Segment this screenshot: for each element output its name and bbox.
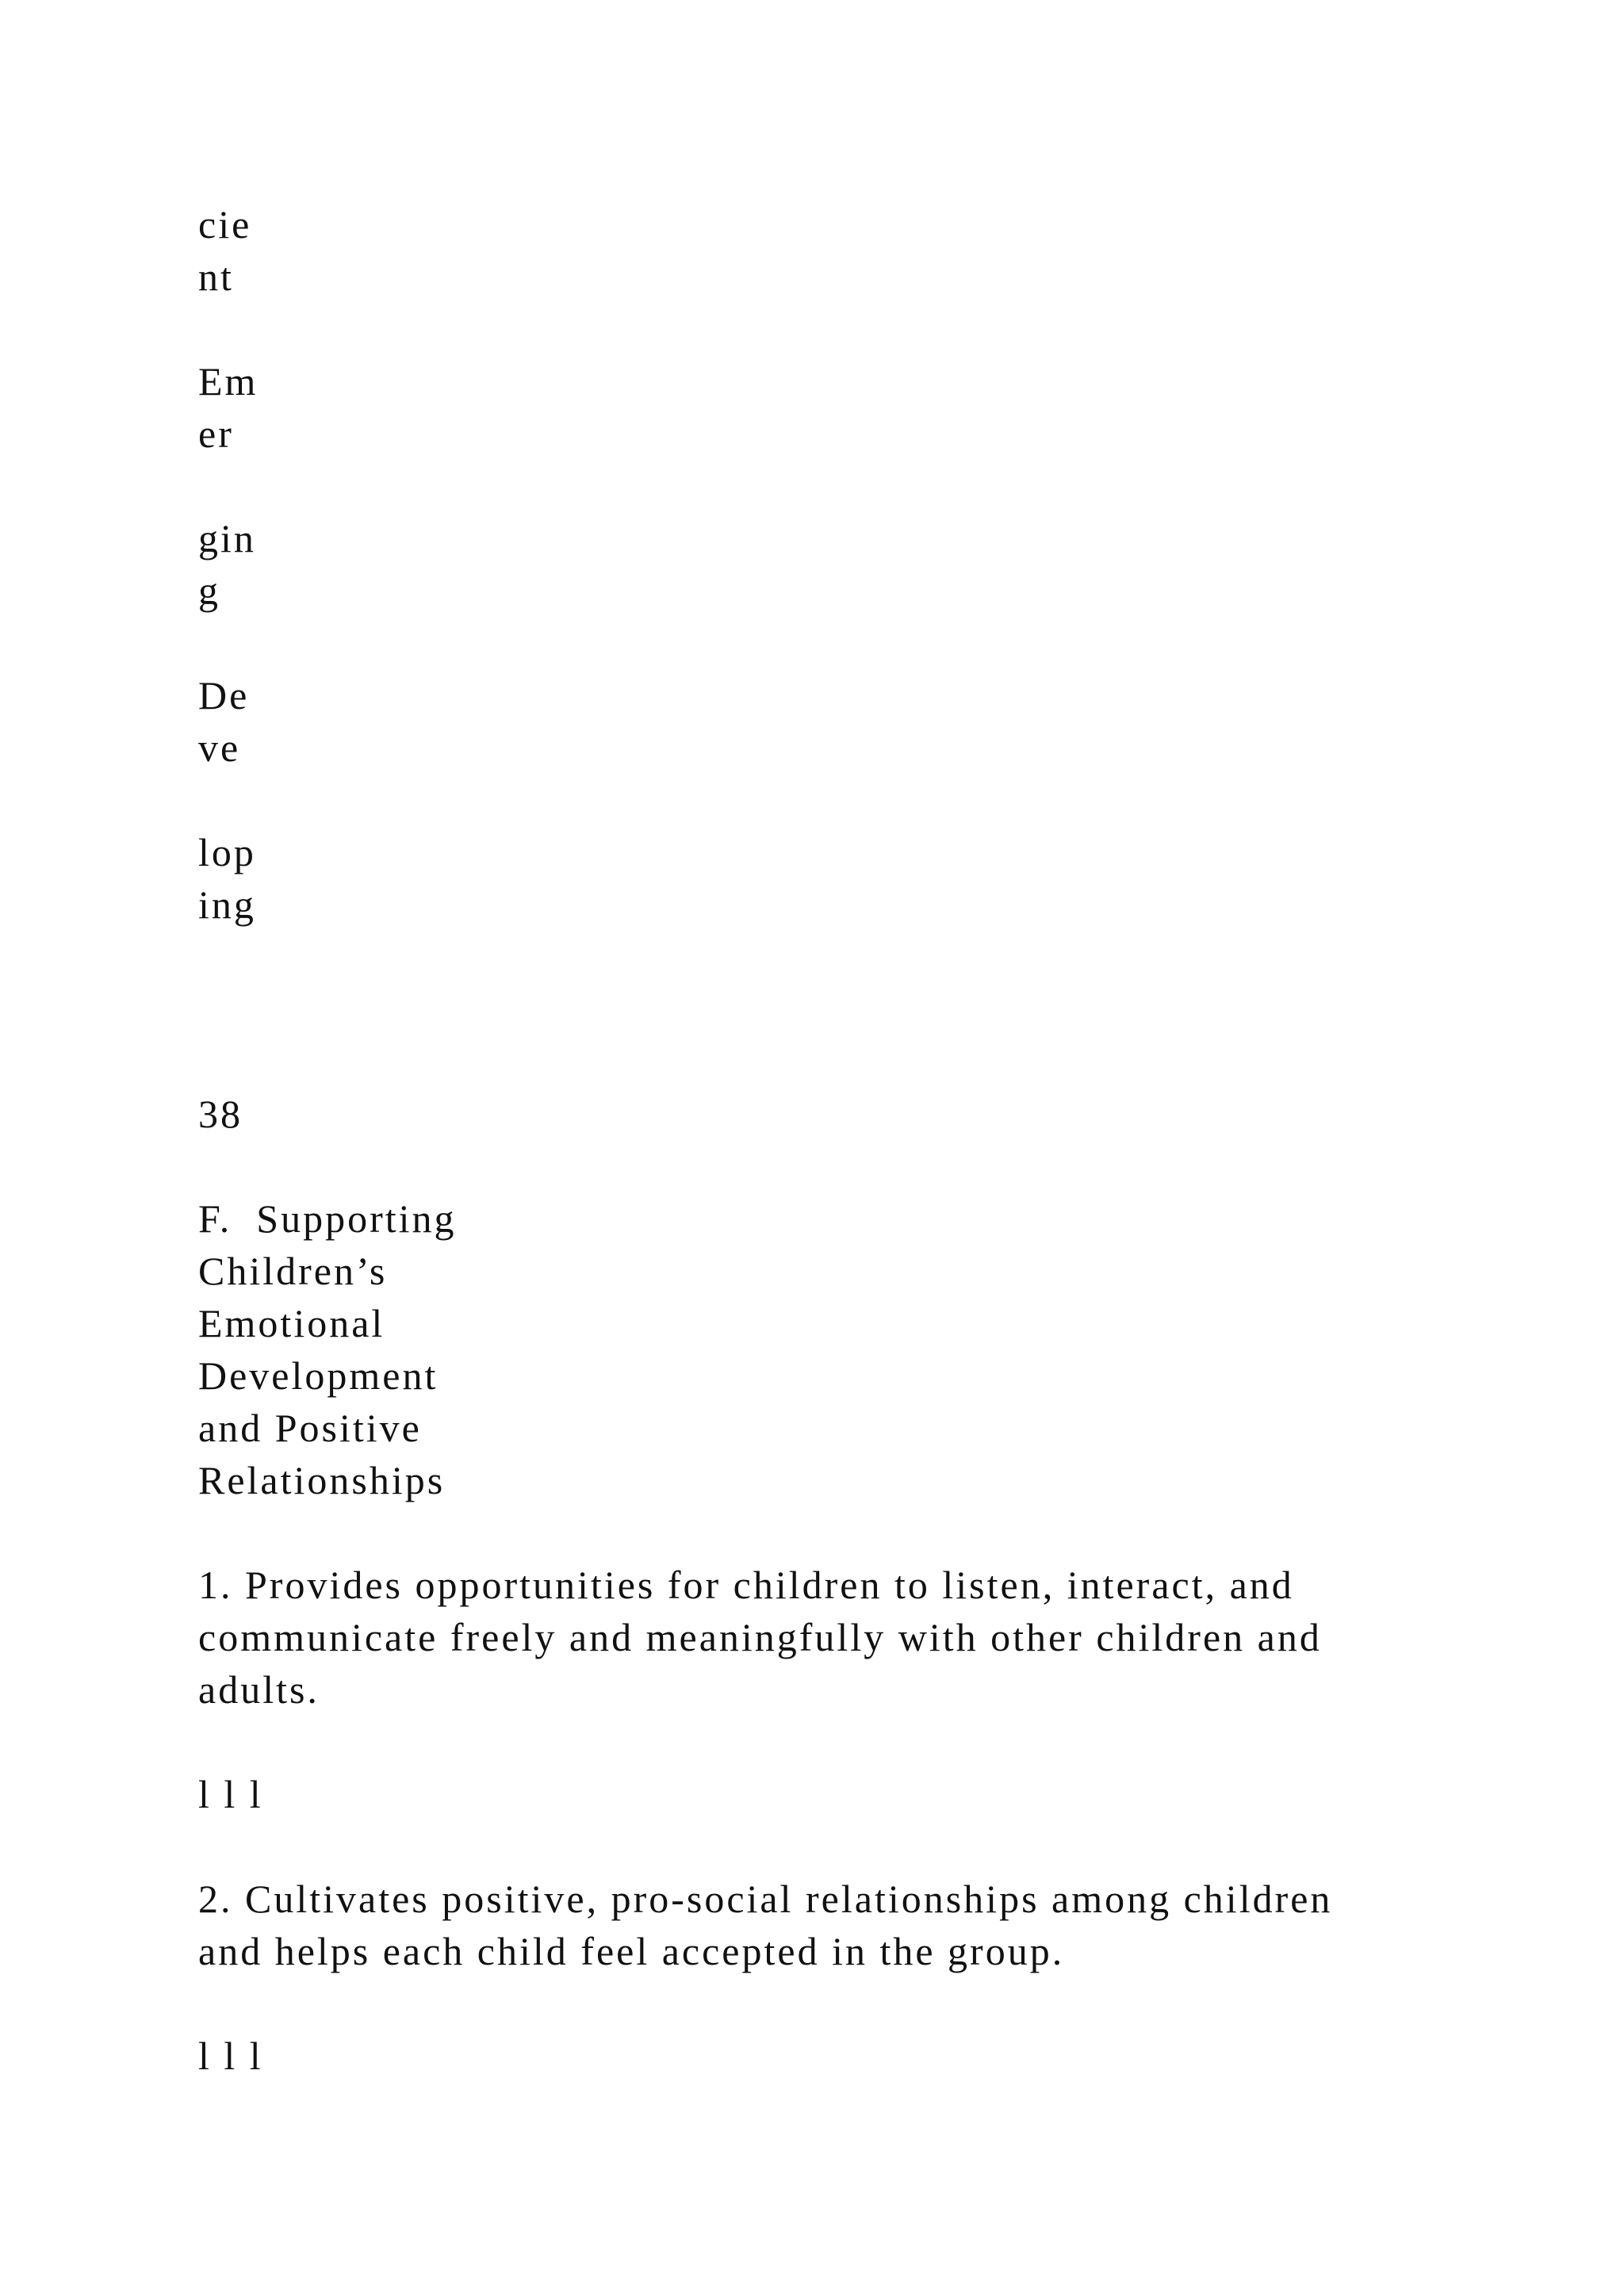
item-text-line: adults. [198,1667,320,1712]
item-text-line: and helps each child feel accepted in the group. [198,1929,1065,1973]
page-number: 38 [198,1092,243,1136]
rating-fragment: er [198,411,234,456]
item-text-line: communicate freely and meaningfully with other children and [198,1615,1322,1659]
item-rating: l l l [198,1772,263,1816]
item-text-line: 2. Cultivates positive, pro-social relationships among children [198,1877,1333,1921]
rating-fragment: gin [198,516,256,561]
item-rating: l l l [198,2034,263,2078]
rating-fragment: Em [198,359,259,404]
rating-fragment: lop [198,830,256,874]
section-title-line: Emotional [198,1301,385,1345]
rating-fragment: nt [198,254,234,299]
rating-fragment: De [198,673,250,718]
rating-fragment: ing [198,882,256,927]
section-title-line: F. Supporting [198,1196,457,1241]
section-title-line: Children’s [198,1249,388,1293]
rating-fragment: ve [198,725,241,770]
rating-fragment: cie [198,202,252,247]
section-title-line: Development [198,1353,439,1398]
rating-fragment: g [198,568,220,613]
item-text-line: 1. Provides opportunities for children to listen, interact, and [198,1563,1294,1607]
section-title-line: and Positive [198,1406,422,1450]
section-title-line: Relationships [198,1458,446,1502]
